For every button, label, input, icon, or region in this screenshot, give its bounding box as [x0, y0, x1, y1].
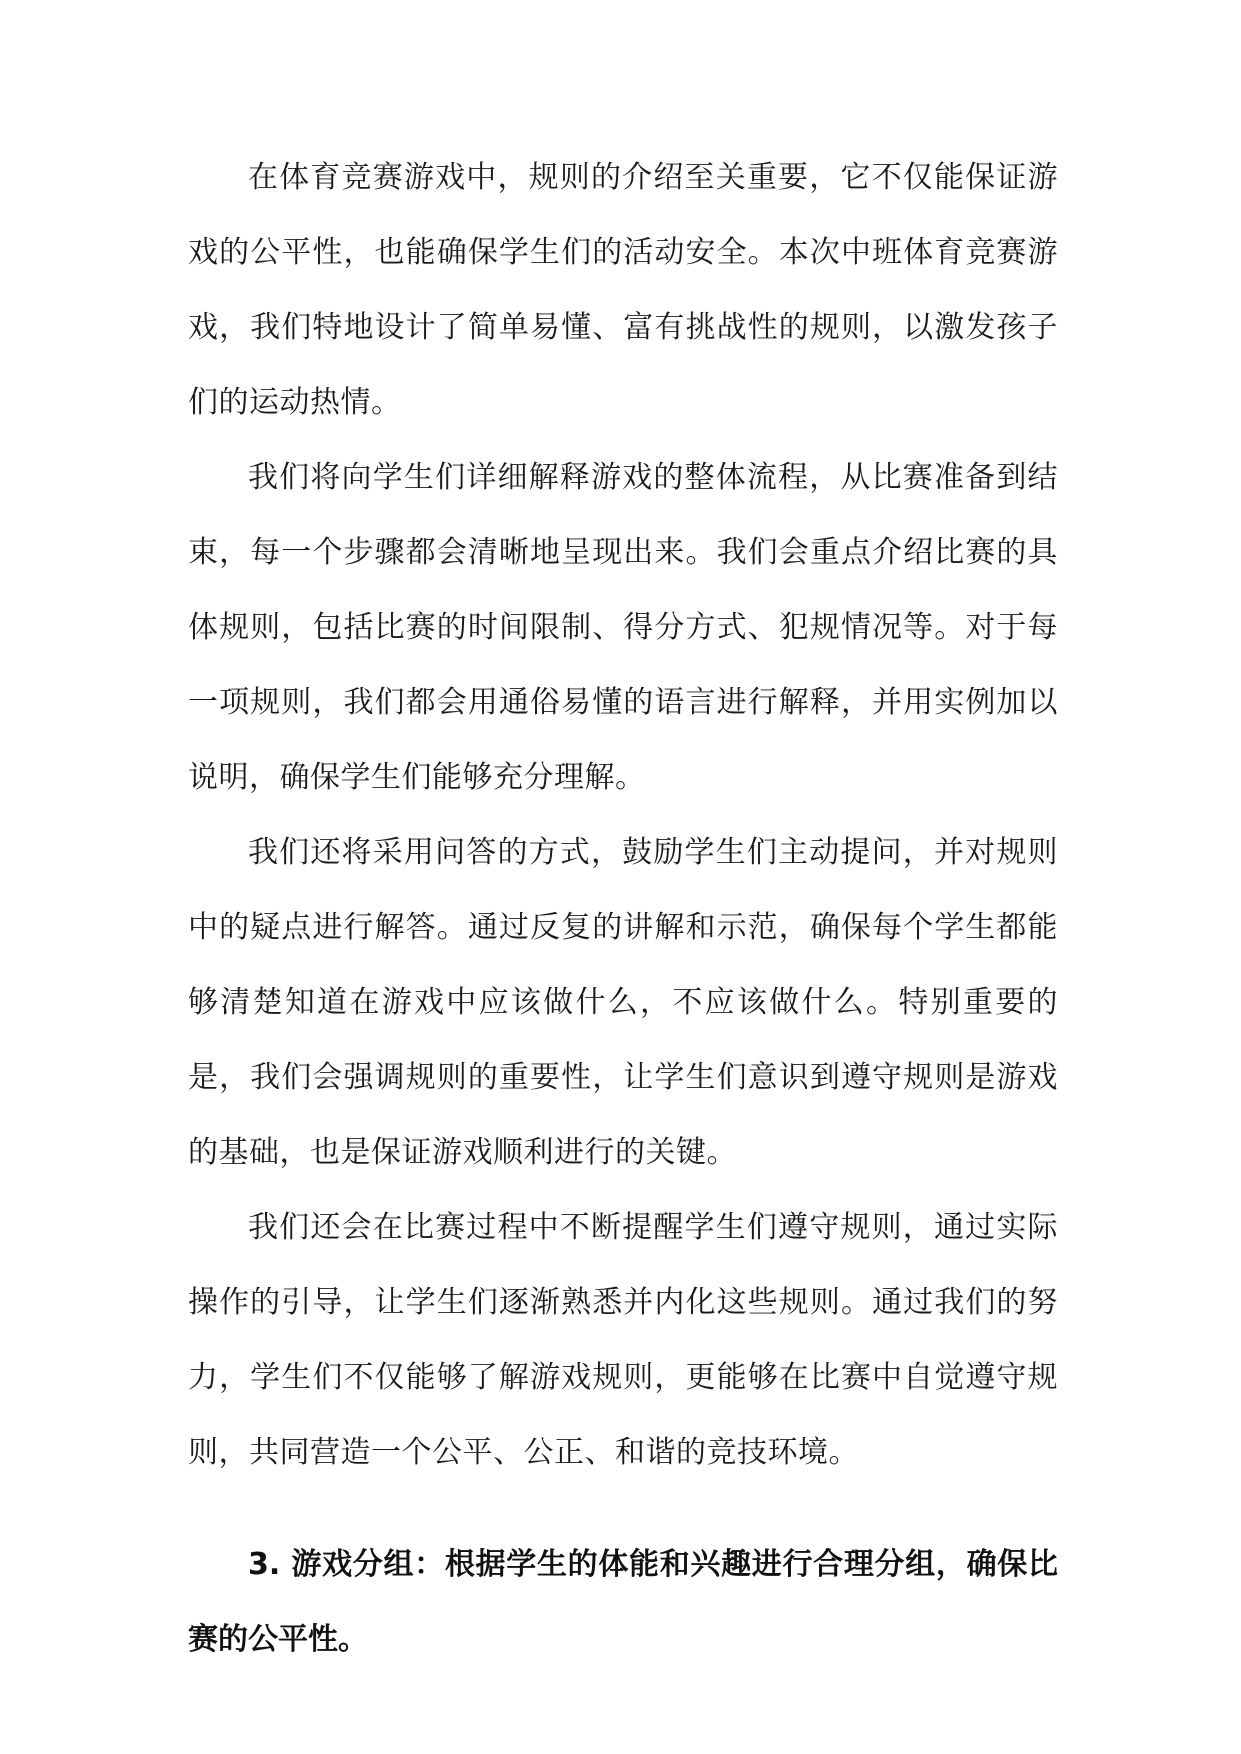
paragraph-reminders: 我们还会在比赛过程中不断提醒学生们遵守规则，通过实际操作的引导，让学生们逐渐熟悉并内化这些规则。通过我们的努力，学生们不仅能够了解游戏规则，更能够在比赛中自觉遵守规则，共同营造一个公平、公正、和谐的竞技环境。: [188, 1210, 1058, 1470]
document-body: [188, 140, 1058, 1677]
paragraph-game-flow: 我们将向学生们详细解释游戏的整体流程，从比赛准备到结束，每一个步骤都会清晰地呈现出来。我们会重点介绍比赛的具体规则，包括比赛的时间限制、得分方式、犯规情况等。对于每一项规则，我们都会用通俗易懂的语言进行解释，并用实例加以说明，确保学生们能够充分理解。: [188, 460, 1058, 795]
paragraph-questions: 我们还将采用问答的方式，鼓励学生们主动提问，并对规则中的疑点进行解答。通过反复的讲解和示范，确保每个学生都能够清楚知道在游戏中应该做什么，不应该做什么。特别重要的是，我们会强调规则的重要性，让学生们意识到遵守规则是游戏的基础，也是保证游戏顺利进行的关键。: [188, 835, 1058, 1170]
section-heading-grouping: 3. 游戏分组：根据学生的体能和兴趣进行合理分组，确保比赛的公平性。: [188, 1547, 1058, 1657]
paragraph-rules-intro: 在体育竞赛游戏中，规则的介绍至关重要，它不仅能保证游戏的公平性，也能确保学生们的活动安全。本次中班体育竞赛游戏，我们特地设计了简单易懂、富有挑战性的规则，以激发孩子们的运动热情。: [188, 160, 1058, 420]
